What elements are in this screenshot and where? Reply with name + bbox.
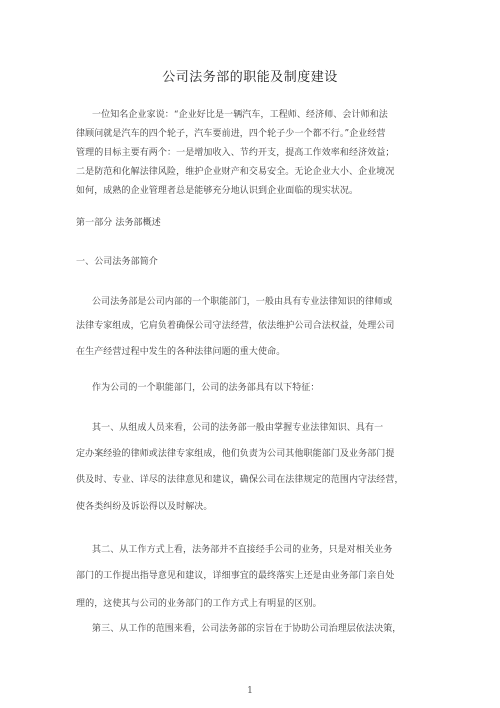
- intro-line-4: 二是防范和化解法律风险，维护企业财产和交易安全。无论企业大小、企业境况: [76, 167, 395, 177]
- intro-line-3: 管理的目标主要有两个：一是增加收入、节约开支，提高工作效率和经济效益；: [76, 148, 395, 158]
- para3-line-2: 定办案经验的律师或法律专家组成，他们负责为公司其他职能部门及业务部门提: [76, 449, 395, 459]
- para3-line-4: 使各类纠纷及诉讼得以及时解决。: [76, 502, 213, 512]
- document-title: 公司法务部的职能及制度建设: [162, 70, 338, 85]
- para4-line-1: 其二、从工作方式上看，法务部并不直接经手公司的业务，只是对相关业务: [92, 545, 393, 555]
- para5-line-1: 第三、从工作的范围来看，公司法务部的宗旨在于协助公司治理层依法决策，: [92, 624, 402, 634]
- intro-line-2: 律顾问就是汽车的四个轮子，汽车要前进，四个轮子少一个都不行。”企业经营: [76, 129, 386, 139]
- para1-line-1: 公司法务部是公司内部的一个职能部门，一般由具有专业法律知识的律师或: [92, 297, 393, 307]
- para1-line-3: 在生产经营过程中发生的各种法律问题的重大使命。: [76, 347, 286, 357]
- page-number: 1: [247, 686, 253, 696]
- para4-line-3: 理的，这使其与公司的业务部门的工作方式上有明显的区别。: [76, 599, 322, 609]
- para4-line-2: 部门的工作提出指导意见和建议，详细事宜的最终落实上还是由业务部门亲自处: [76, 571, 395, 581]
- para3-line-3: 供及时、专业、详尽的法律意见和建议，确保公司在法律规定的范围内守法经营，: [76, 475, 404, 485]
- section-heading: 一、公司法务部简介: [76, 257, 158, 267]
- para2-line-1: 作为公司的一个职能部门，公司的法务部具有以下特征：: [92, 383, 320, 393]
- part-heading: 第一部分 法务部概述: [76, 218, 161, 228]
- intro-line-1: 一位知名企业家说：“企业好比是一辆汽车，工程师、经济师、会计师和法: [92, 110, 388, 120]
- para3-line-1: 其一、从组成人员来看，公司的法务部一般由掌握专业法律知识、具有一: [92, 423, 384, 433]
- intro-line-5: 如何，成熟的企业管理者总是能够充分地认识到企业面临的现实状况。: [76, 186, 359, 196]
- para1-line-2: 法律专家组成，它肩负着确保公司守法经营，依法维护公司合法权益，处理公司: [76, 321, 395, 331]
